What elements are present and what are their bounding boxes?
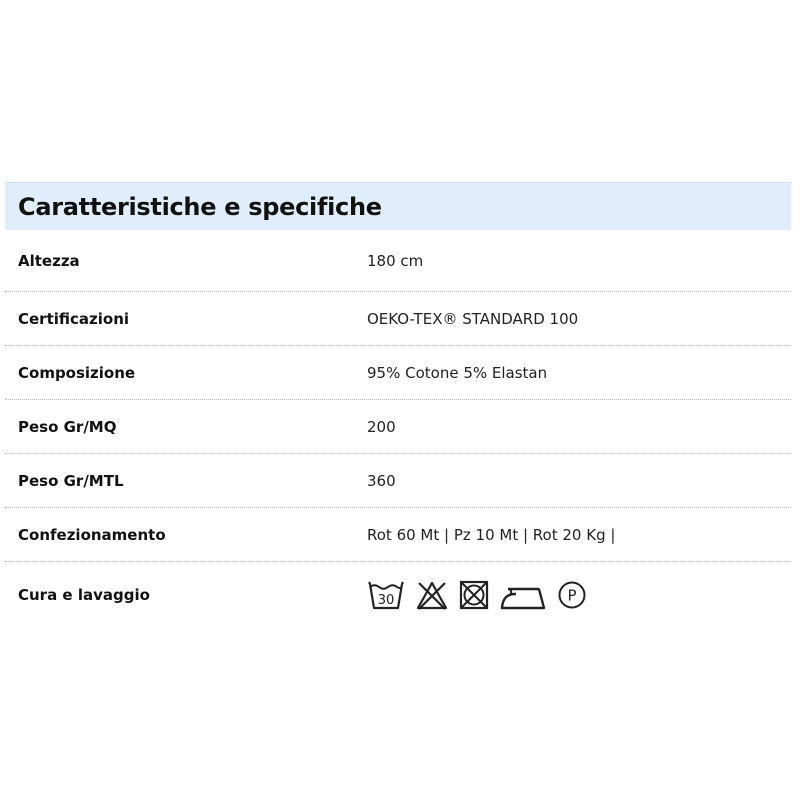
section-header <box>5 182 791 230</box>
spec-label: Cura e lavaggio <box>18 586 150 604</box>
dry-clean-p-icon <box>557 580 587 610</box>
spec-label: Peso Gr/MQ <box>18 417 117 436</box>
spec-row-peso-gr-mq <box>5 400 791 454</box>
wash-temperature: 30 <box>377 593 395 608</box>
spec-label: Confezionamento <box>18 525 166 544</box>
spec-row-altezza <box>5 230 791 292</box>
dry-clean-letter: P <box>567 586 577 605</box>
section-title: Caratteristiche e specifiche <box>18 192 382 221</box>
no-bleach-icon <box>415 579 449 611</box>
specifications-panel <box>5 182 791 628</box>
spec-label: Altezza <box>18 251 80 270</box>
care-icons <box>367 579 587 611</box>
spec-value: 180 cm <box>367 251 424 270</box>
spec-value: OEKO-TEX® STANDARD 100 <box>367 309 579 328</box>
spec-label: Peso Gr/MTL <box>18 471 124 490</box>
spec-value: 200 <box>367 417 396 436</box>
spec-row-peso-gr-mtl <box>5 454 791 508</box>
spec-row-certificazioni <box>5 292 791 346</box>
iron-icon <box>499 580 547 610</box>
spec-value: 95% Cotone 5% Elastan <box>367 363 548 382</box>
wash-30-icon <box>367 579 405 611</box>
spec-row-cura-lavaggio <box>5 562 791 628</box>
spec-label: Certificazioni <box>18 309 130 328</box>
spec-row-composizione <box>5 346 791 400</box>
no-tumble-dry-icon <box>459 580 489 610</box>
spec-row-confezionamento <box>5 508 791 562</box>
spec-value: 360 <box>367 471 396 490</box>
spec-value: Rot 60 Mt | Pz 10 Mt | Rot 20 Kg | <box>367 525 616 544</box>
spec-label: Composizione <box>18 363 136 382</box>
